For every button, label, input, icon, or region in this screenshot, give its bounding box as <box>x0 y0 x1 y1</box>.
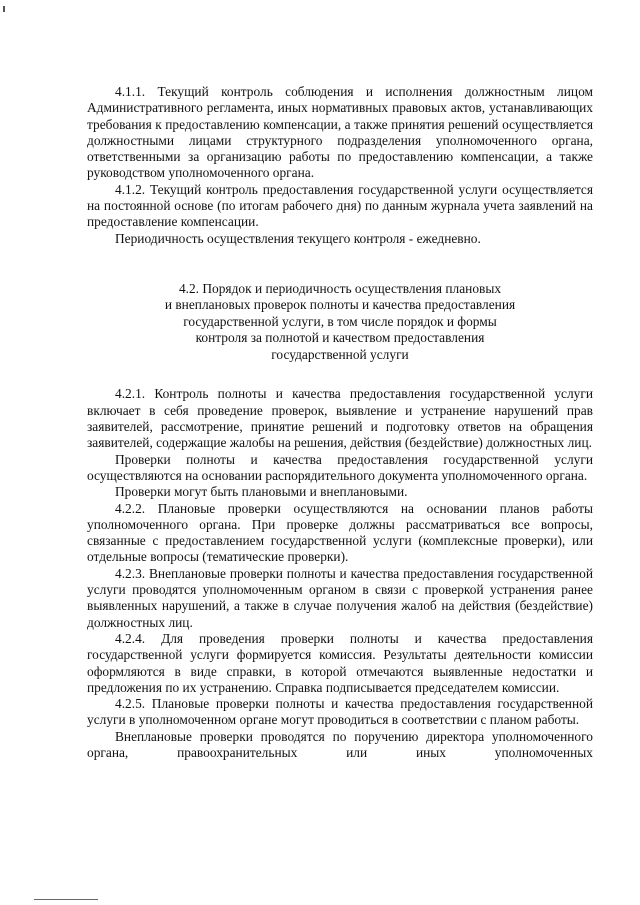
section-heading-4-2 <box>87 281 593 364</box>
paragraph-unplanned-checks: Внеплановые проверки проводятся по поручению директора уполномоченного органа, правоохранительных или иных уполномоченных <box>87 728 593 760</box>
paragraph-checks-types: Проверки могут быть плановыми и внеплановыми. <box>115 484 408 500</box>
heading-line: государственной услуги, в том числе порядок и формы <box>183 313 497 329</box>
paragraph-4-2-2: 4.2.2. Плановые проверки осуществляются на основании планов работы уполномоченного органа. При проверке должны рассматриваться все вопросы, связанные с предоставлением государственной услуги (комплексные проверки), или отдельные вопросы (тематические проверки). <box>87 500 593 565</box>
heading-line: контроля за полнотой и качеством предоставления <box>195 330 485 346</box>
paragraph-4-2-1: 4.2.1. Контроль полноты и качества предоставления государственной услуги включает в себя проведение проверок, выявление и устранение нарушений прав заявителей, рассмотрение, принятие решений и подготовку ответов на обращения заявителей, содержащие жалобы на решения, действия (бездействие) должностных лиц. <box>87 386 593 451</box>
heading-line: 4.2. Порядок и периодичность осуществления плановых <box>178 280 502 296</box>
paragraph-4-1-2: 4.1.2. Текущий контроль предоставления государственной услуги осуществляется на постоянной основе (по итогам рабочего дня) по данным журнала учета заявлений на предоставление компенсации. <box>87 181 593 230</box>
heading-line: и внеплановых проверок полноты и качества предоставления <box>164 297 516 313</box>
paragraph-4-2-5: 4.2.5. Плановые проверки полноты и качества предоставления государственной услуги в уполномоченном органе могут проводиться в соответствии с планом работы. <box>87 696 593 728</box>
scan-mark <box>3 6 5 12</box>
paragraph-4-2-3: 4.2.3. Внеплановые проверки полноты и качества предоставления государственной услуги проводятся уполномоченным органом в связи с проверкой устранения ранее выявленных нарушений, а также в случае получения жалоб на действия (бездействие) должностных лиц. <box>87 565 593 630</box>
paragraph-4-1-1: 4.1.1. Текущий контроль соблюдения и исполнения должностным лицом Административного регламента, иных нормативных правовых актов, устанавливающих требования к предоставлению компенсации, а также принятия решений осуществляется должностными лицами структурного подразделения уполномоченного органа, ответственными за организацию работы по предоставлению компенсации, а также руководством уполномоченного органа. <box>87 84 593 181</box>
paragraph-checks-basis: Проверки полноты и качества предоставления государственной услуги осуществляются на основании распорядительного документа уполномоченного органа. <box>87 451 593 483</box>
document-body <box>87 84 593 761</box>
paragraph-4-2-4: 4.2.4. Для проведения проверки полноты и качества предоставления государственной услуги формируется комиссия. Результаты деятельности комиссии оформляются в виде справки, в которой отмечаются выявленные недостатки и предложения по их устранению. Справка подписывается председателем комиссии. <box>87 630 593 695</box>
paragraph-periodicity: Периодичность осуществления текущего контроля - ежедневно. <box>115 230 481 246</box>
scan-line <box>34 899 98 900</box>
spacer <box>87 363 593 386</box>
heading-line: государственной услуги <box>271 346 409 362</box>
